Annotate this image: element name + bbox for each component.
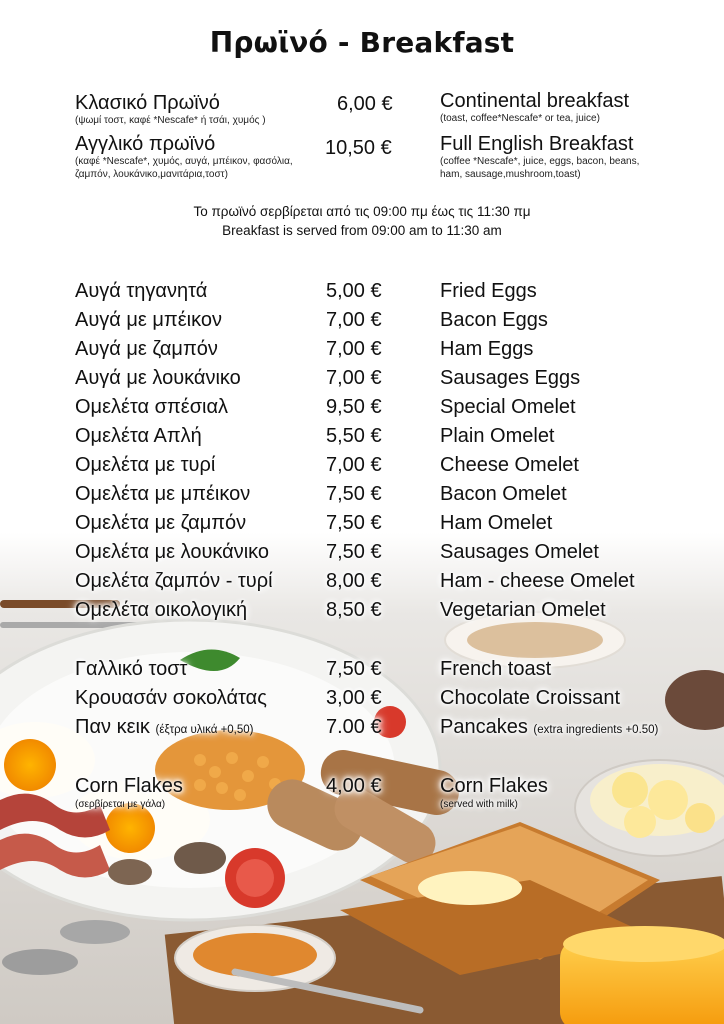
menu-row xyxy=(0,656,724,685)
item-name-gr: Αγγλικό πρωϊνό xyxy=(75,133,216,155)
menu-row xyxy=(0,307,724,336)
item-name-en: Continental breakfast xyxy=(440,90,630,112)
item-name-en: Special Omelet xyxy=(440,396,576,418)
item-extra-gr: (έξτρα υλικά +0,50) xyxy=(155,724,254,736)
item-name-gr: Αυγά με λουκάνικο xyxy=(75,367,241,389)
menu-row xyxy=(0,685,724,714)
item-name-gr: Ομελέτα με λουκάνικο xyxy=(75,541,270,563)
item-name-gr: Ομελέτα Απλή xyxy=(75,425,202,447)
item-name-en: Vegetarian Omelet xyxy=(440,599,606,621)
serving-hours-en: Breakfast is served from 09:00 am to 11:30 am xyxy=(222,223,502,238)
item-price: 7,00 € xyxy=(326,309,382,331)
menu-row xyxy=(0,481,724,510)
item-price: 8,00 € xyxy=(326,570,382,592)
item-note-gr: (σερβίρεται με γάλα) xyxy=(75,799,166,810)
item-description-gr: (ψωμί τοστ, καφέ *Nescafe* ή τσάι, χυμός ) xyxy=(75,115,266,126)
serving-hours-gr: Το πρωϊνό σερβίρεται από τις 09:00 πμ έως τις 11:30 πμ xyxy=(193,204,531,219)
item-name-en: Ham - cheese Omelet xyxy=(440,570,635,592)
item-price: 7.00 € xyxy=(326,716,382,738)
menu-item-continental-en xyxy=(440,90,629,125)
menu-item-english-gr xyxy=(75,133,293,181)
item-description-gr: (καφέ *Nescafe*, χυμός, αυγά, μπέικον, φασόλια, xyxy=(75,156,293,167)
item-name-en: Bacon Eggs xyxy=(440,309,548,331)
menu-row xyxy=(0,336,724,365)
menu-row xyxy=(0,714,724,743)
item-name-en: Fried Eggs xyxy=(440,280,537,302)
item-name-gr: Αυγά με μπέικον xyxy=(75,309,222,331)
menu-row xyxy=(0,597,724,626)
menu-row xyxy=(0,539,724,568)
item-name-en: Ham Eggs xyxy=(440,338,534,360)
item-price: 3,00 € xyxy=(326,687,382,709)
serving-hours-notice xyxy=(0,202,724,240)
item-name-en: Plain Omelet xyxy=(440,425,555,447)
item-price: 7,50 € xyxy=(326,658,382,680)
item-name-gr: Corn Flakes xyxy=(75,775,183,797)
menu-row xyxy=(0,568,724,597)
item-description-en: (toast, coffee*Nescafe* or tea, juice) xyxy=(440,113,600,124)
item-name-gr: Αυγά με ζαμπόν xyxy=(75,338,218,360)
item-name-gr: Ομελέτα με ζαμπόν xyxy=(75,512,247,534)
menu-row xyxy=(0,452,724,481)
menu-row xyxy=(0,394,724,423)
item-name-gr xyxy=(75,714,254,743)
item-name-gr: Γαλλικό τοστ xyxy=(75,658,188,680)
item-name-gr: Ομελέτα οικολογική xyxy=(75,599,248,621)
item-name-gr: Κλασικό Πρωϊνό xyxy=(75,92,220,114)
item-price: 5,00 € xyxy=(326,280,382,302)
item-price: 7,50 € xyxy=(326,483,382,505)
item-name-gr: Κρουασάν σοκολάτας xyxy=(75,687,267,709)
item-price: 7,00 € xyxy=(326,367,382,389)
item-name-en: Bacon Omelet xyxy=(440,483,567,505)
menu-title: Πρωϊνό - Breakfast xyxy=(209,26,515,59)
menu-row xyxy=(0,278,724,307)
item-name-gr: Ομελέτα ζαμπόν - τυρί xyxy=(75,570,273,592)
item-name-en: Sausages Omelet xyxy=(440,541,599,563)
item-name-gr-text: Παν κεικ xyxy=(75,716,150,738)
item-name-en xyxy=(440,714,658,743)
item-price: 8,50 € xyxy=(326,599,382,621)
item-price: 5,50 € xyxy=(326,425,382,447)
item-price: 10,50 € xyxy=(325,137,392,159)
item-name-en: Sausages Eggs xyxy=(440,367,581,389)
item-price: 6,00 € xyxy=(337,93,393,115)
menu-item-english-en xyxy=(440,133,639,181)
item-name-en: Corn Flakes xyxy=(440,775,548,797)
item-extra-en: (extra ingredients +0.50) xyxy=(533,724,659,736)
menu-row xyxy=(0,510,724,539)
item-name-en: French toast xyxy=(440,658,552,680)
item-name-gr: Ομελέτα με τυρί xyxy=(75,454,216,476)
menu-row xyxy=(0,365,724,394)
item-name-en: Chocolate Croissant xyxy=(440,687,621,709)
item-price: 4,00 € xyxy=(326,775,382,797)
item-name-en: Full English Breakfast xyxy=(440,133,634,155)
item-name-en: Cheese Omelet xyxy=(440,454,579,476)
item-description-en: ham, sausage,mushroom,toast) xyxy=(440,169,581,180)
item-price: 7,50 € xyxy=(326,512,382,534)
item-name-en-text: Pancakes xyxy=(440,716,528,738)
item-name-gr: Ομελέτα με μπέικον xyxy=(75,483,251,505)
menu-item-continental-gr xyxy=(75,92,266,127)
item-note-en: (served with milk) xyxy=(440,799,518,810)
item-price: 9,50 € xyxy=(326,396,382,418)
menu-row xyxy=(0,423,724,452)
item-description-gr: ζαμπόν, λουκάνικο,μανιτάρια,τοστ) xyxy=(75,169,228,180)
item-price: 7,50 € xyxy=(326,541,382,563)
item-price: 7,00 € xyxy=(326,338,382,360)
item-name-gr: Ομελέτα σπέσιαλ xyxy=(75,396,229,418)
item-description-en: (coffee *Nescafe*, juice, eggs, bacon, beans, xyxy=(440,156,640,167)
item-name-en: Ham Omelet xyxy=(440,512,553,534)
item-name-gr: Αυγά τηγανητά xyxy=(75,280,208,302)
item-price: 7,00 € xyxy=(326,454,382,476)
